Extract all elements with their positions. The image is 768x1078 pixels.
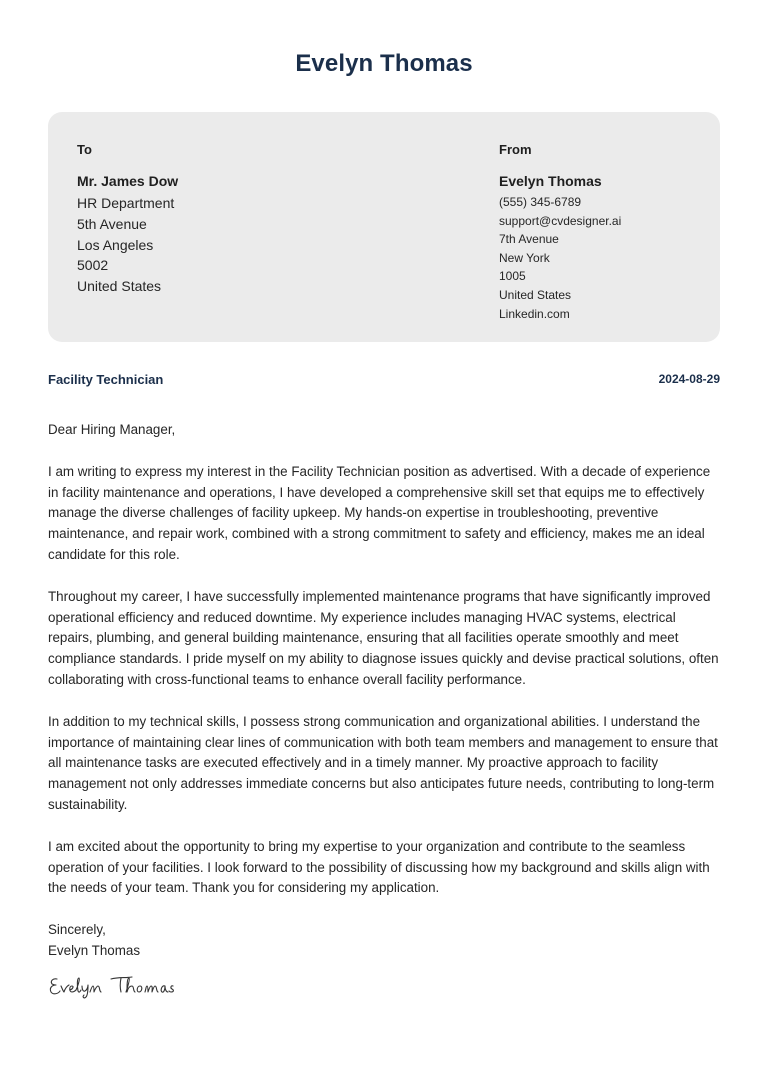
letter-body <box>48 420 724 962</box>
recipient-name: Mr. James Dow <box>77 173 179 189</box>
sender-line: United States <box>499 287 572 302</box>
body-paragraph: Throughout my career, I have successfully implemented maintenance programs that have significantly improved operational efficiency and reduced downtime. My experience includes managing HVAC systems, electrical repairs, plumbing, and general building maintenance, ensuring that all facilities operate smoothly and meet compliance standards. I pride myself on my ability to diagnose issues quickly and devise practical solutions, often collaborating with cross-functional teams to enhance overall facility performance. <box>48 588 719 687</box>
recipient-line: HR Department <box>77 195 175 211</box>
recipient-line: 5002 <box>77 257 109 274</box>
recipient-line: United States <box>77 278 162 295</box>
recipient-line: Los Angeles <box>77 236 154 253</box>
sender-phone: (555) 345-6789 <box>499 195 582 209</box>
recipient-block <box>77 142 178 297</box>
body-paragraph: I am excited about the opportunity to bring my expertise to your organization and contribute to the seamless operation of your facilities. I look forward to the possibility of discussing how my background and skills align with the needs of your team. Thank you for considering my application. <box>48 838 710 896</box>
sender-name: Evelyn Thomas <box>499 173 602 189</box>
recipient-line: 5th Avenue <box>77 215 147 232</box>
page-title: Evelyn Thomas <box>295 50 473 77</box>
letter-date: 2024-08-29 <box>658 372 720 386</box>
sender-email: support@cvdesigner.ai <box>499 213 622 228</box>
sender-block <box>499 142 621 323</box>
sender-line: New York <box>499 250 550 265</box>
job-title: Facility Technician <box>48 372 164 387</box>
sender-label: From <box>499 142 532 157</box>
handwritten-signature <box>48 973 188 999</box>
body-paragraph: In addition to my technical skills, I possess strong communication and organizational abilities. I understand the importance of maintaining clear lines of communication with both team members and management to ensure that all maintenance tasks are executed effectively and in a timely manner. My proactive approach to facility management not only addresses immediate concerns but also anticipates future needs, contributing to long-term sustainability. <box>48 713 718 812</box>
salutation: Dear Hiring Manager, <box>48 422 176 437</box>
recipient-label: To <box>77 142 92 157</box>
meta-row <box>48 372 720 390</box>
sender-linkedin: Linkedin.com <box>499 306 570 321</box>
sender-line: 1005 <box>499 269 526 284</box>
closing-name: Evelyn Thomas <box>48 942 141 958</box>
sender-line: 7th Avenue <box>499 232 559 247</box>
body-paragraph: I am writing to express my interest in the Facility Technician position as advertised. With a decade of experience in facility maintenance and operations, I have developed a comprehensive skill set that equips me to effectively manage the diverse challenges of facility upkeep. My hands-on expertise in troubleshooting, preventive maintenance, and repair work, combined with a strong commitment to safety and efficiency, makes me an ideal candidate for this role. <box>48 463 711 562</box>
closing: Sincerely, <box>48 922 106 938</box>
address-card <box>48 112 720 342</box>
